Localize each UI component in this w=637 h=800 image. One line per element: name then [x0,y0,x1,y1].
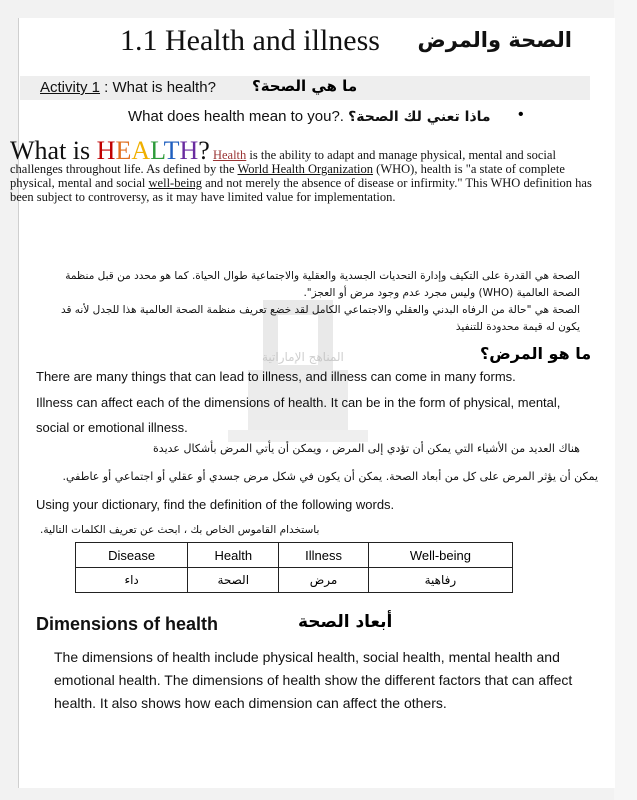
page-title-arabic: الصحة والمرض [417,28,572,52]
dictionary-instruction: Using your dictionary, find the definition of the following words. [36,497,395,512]
table-header-disease: Disease [76,543,188,568]
question-ar: ماذا تعني لك الصحة؟ [348,109,491,125]
table-header-wellbeing: Well-being [368,543,512,568]
illness-para-1: There are many things that can lead to illness, and illness can come in many forms. [36,369,516,384]
table-header-illness: Illness [279,543,369,568]
table-cell-wellbeing-ar: رفاهية [368,568,512,593]
side-strip [614,0,637,800]
wellbeing-link[interactable]: well-being [148,176,202,190]
page-title: 1.1 Health and illness [120,24,380,57]
health-link[interactable]: Health [212,148,247,162]
dimensions-paragraph: The dimensions of health include physical health, social health, mental health and emotional health. The dimensions of health show the different factors that can affect health. It also shows how each dimension can affect the others. [54,649,573,711]
title-row [120,24,580,64]
bullet-icon: • [518,106,524,123]
table-row [76,543,513,568]
table-row [76,568,513,593]
question-line [128,108,578,125]
activity-arabic: ما هي الصحة؟ [252,77,358,95]
table-cell-disease-ar: داء [76,568,188,593]
activity-number: Activity 1 [40,79,101,96]
activity-label [40,79,216,96]
illness-arabic-2: يمكن أن يؤثر المرض على كل من أبعاد الصحة. يمكن أن يكون في شكل مرض جسدي أو عقلي أو اجتماعي أو عاطفي. [62,470,598,483]
what-is-title: What is HEALTH? [10,136,210,165]
illness-heading-arabic: ما هو المرض؟ [480,344,592,363]
table-header-health: Health [188,543,279,568]
dimensions-heading: Dimensions of health [36,614,219,634]
dimensions-heading-arabic: أبعاد الصحة [298,612,393,632]
arabic-definition-2: الصحة هي "حالة من الرفاه البدني والعقلي والاجتماعي الكامل لقد خضع تعريف منظمة الصحة العالمية هذا للجدل لأنه قد يكون له قيمة محدودة للتنفيذ [60,304,580,333]
dictionary-instruction-arabic: باستخدام القاموس الخاص بك ، ابحث عن تعريف الكلمات التالية. [40,524,320,536]
watermark-text: المناهج الإماراتية [262,350,344,364]
illness-arabic-1: هناك العديد من الأشياء التي يمكن أن تؤدي إلى المرض ، ويمكن أن يأتي المرض بأشكال عديدة [153,442,580,455]
activity-question: : What is health? [100,79,216,96]
words-table [75,542,513,593]
illness-para-2: Illness can affect each of the dimensions of health. It can be in the form of physical, mental, social or emotional illness. [36,395,561,435]
table-cell-illness-ar: مرض [279,568,369,593]
table-cell-health-ar: الصحة [188,568,279,593]
what-is-health-paragraph: What is HEALTH? Health is the ability to adapt and manage physical, mental and social challenges throughout life. As defined by the World Health Organization (WHO), health is "a state of complete physical, mental and social well-being and not merely the absence of disease or infirmity." This WHO definition has been subject to controversy, as it may have limited value for implementation. [10,136,592,204]
arabic-definition-1: الصحة هي القدرة على التكيف وإدارة التحديات الجسدية والعقلية والاجتماعية طوال الحياة. كما هو محدد من قبل منظمة الصحة العالمية (WHO) وليس مجرد عدم وجود مرض أو العجز". [65,270,580,299]
question-en: What does health mean to you?. [128,108,344,125]
who-link[interactable]: World Health Organization [237,162,374,176]
